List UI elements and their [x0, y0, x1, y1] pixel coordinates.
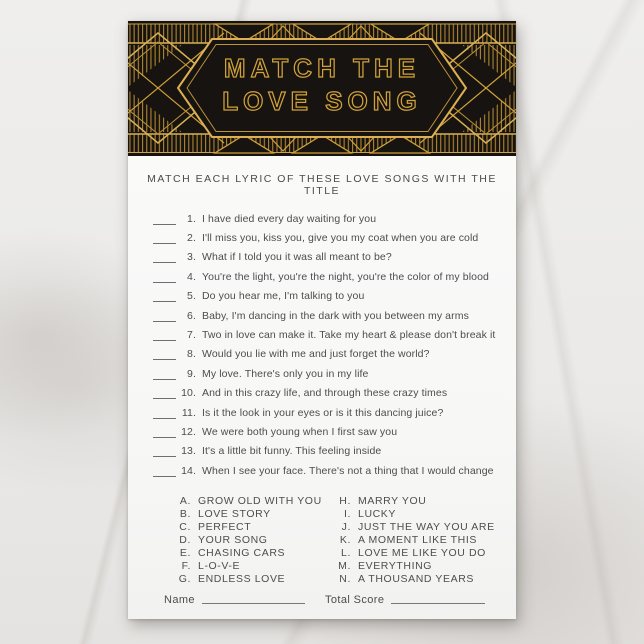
title-line-1: MATCH THE — [223, 53, 421, 83]
question-number: 10. — [181, 387, 196, 400]
question-text: It's a little bit funny. This feeling inside — [202, 445, 382, 458]
answer-letter: N. — [339, 572, 351, 585]
question-row — [153, 228, 516, 247]
answer-blank — [153, 329, 176, 341]
question-text: When I see your face. There's not a thing that I would change — [202, 464, 494, 477]
question-number: 13. — [181, 445, 196, 458]
answer-option — [177, 546, 337, 559]
answer-letter: A. — [179, 494, 191, 507]
answer-letter: B. — [179, 507, 191, 520]
name-write-in-line — [202, 603, 305, 604]
answer-blank — [153, 232, 176, 244]
total-score-write-in-line — [391, 603, 485, 604]
question-text: We were both young when I first saw you — [202, 425, 398, 438]
answer-title: PERFECT — [198, 520, 252, 533]
answer-blank — [153, 290, 176, 302]
answer-letter: G. — [178, 572, 191, 585]
answer-letter: F. — [181, 559, 191, 572]
question-row — [153, 306, 516, 325]
answer-option — [177, 559, 337, 572]
question-text: You're the light, you're the night, you're the color of my blood — [202, 270, 489, 283]
answer-title: CHASING CARS — [198, 546, 286, 559]
answer-title: LUCKY — [358, 507, 397, 520]
question-row — [153, 364, 516, 383]
answer-letter: E. — [179, 546, 191, 559]
answer-title: LOVE STORY — [198, 507, 271, 520]
question-row — [153, 442, 516, 461]
answer-title: A MOMENT LIKE THIS — [358, 533, 477, 546]
answer-letter: J. — [341, 520, 351, 533]
footer — [128, 594, 516, 606]
question-number: 12. — [181, 425, 196, 438]
answer-title: L-O-V-E — [198, 559, 241, 572]
answer-letter: C. — [179, 520, 191, 533]
question-number: 8. — [187, 348, 196, 361]
question-number: 5. — [187, 290, 196, 303]
question-row — [153, 248, 516, 267]
question-row — [153, 267, 516, 286]
answer-letter: K. — [339, 533, 351, 546]
answer-options — [128, 494, 516, 585]
question-text: And in this crazy life, and through these crazy times — [202, 387, 448, 400]
answer-title: A THOUSAND YEARS — [358, 572, 474, 585]
answer-option — [337, 520, 516, 533]
answer-blank — [153, 387, 176, 399]
answer-title: ENDLESS LOVE — [198, 572, 286, 585]
question-number: 11. — [181, 406, 196, 419]
question-row — [153, 325, 516, 344]
question-text: What if I told you it was all meant to be? — [202, 251, 392, 264]
question-text: My love. There's only you in my life — [202, 367, 369, 380]
answer-option — [337, 507, 516, 520]
question-text: Would you lie with me and just forget the world? — [202, 348, 430, 361]
question-number: 9. — [187, 367, 196, 380]
question-text: I have died every day waiting for you — [202, 212, 377, 225]
answers-left-column — [177, 494, 337, 585]
answers-right-column — [337, 494, 516, 585]
question-number: 14. — [181, 464, 196, 477]
question-text: Baby, I'm dancing in the dark with you between my arms — [202, 309, 469, 322]
question-row — [153, 422, 516, 441]
answer-option — [177, 494, 337, 507]
answer-option — [177, 572, 337, 585]
answer-blank — [153, 251, 176, 263]
answer-title: JUST THE WAY YOU ARE — [358, 520, 495, 533]
answer-blank — [153, 271, 176, 283]
answer-title: MARRY YOU — [358, 494, 427, 507]
question-number: 6. — [187, 309, 196, 322]
question-text: Is it the look in your eyes or is it this dancing juice? — [202, 406, 444, 419]
answer-blank — [153, 310, 176, 322]
title-line-2: LOVE SONG — [222, 86, 422, 116]
question-row — [153, 345, 516, 364]
answer-blank — [153, 213, 176, 225]
question-row — [153, 403, 516, 422]
answer-title: EVERYTHING — [358, 559, 433, 572]
question-number: 7. — [187, 329, 196, 342]
question-row — [153, 287, 516, 306]
answer-option — [177, 533, 337, 546]
answer-option — [177, 507, 337, 520]
answer-option — [337, 546, 516, 559]
answer-letter: L. — [341, 546, 351, 559]
question-number: 2. — [187, 232, 196, 245]
answer-blank — [153, 445, 176, 457]
answer-letter: I. — [343, 507, 351, 520]
name-label: Name — [164, 594, 195, 606]
card-header — [128, 21, 516, 156]
instruction-text: MATCH EACH LYRIC OF THESE LOVE SONGS WITH THE TITLE — [147, 173, 497, 197]
answer-letter: M. — [338, 559, 351, 572]
answer-title: GROW OLD WITH YOU — [198, 494, 322, 507]
game-card — [128, 21, 516, 619]
question-list — [128, 209, 516, 480]
question-number: 4. — [187, 270, 196, 283]
answer-option — [337, 494, 516, 507]
question-text: Do you hear me, I'm talking to you — [202, 290, 365, 303]
question-row — [153, 384, 516, 403]
answer-blank — [153, 368, 176, 380]
question-number: 1. — [187, 212, 196, 225]
answer-title: LOVE ME LIKE YOU DO — [358, 546, 486, 559]
question-row — [153, 461, 516, 480]
answer-option — [337, 572, 516, 585]
answer-letter: D. — [179, 533, 191, 546]
question-row — [153, 209, 516, 228]
answer-blank — [153, 426, 176, 438]
page-title — [128, 52, 516, 118]
question-text: Two in love can make it. Take my heart & please don't break it — [202, 329, 496, 342]
answer-option — [337, 533, 516, 546]
answer-blank — [153, 407, 176, 419]
answer-title: YOUR SONG — [198, 533, 268, 546]
answer-letter: H. — [339, 494, 351, 507]
question-text: I'll miss you, kiss you, give you my coat when you are cold — [202, 232, 479, 245]
answer-option — [177, 520, 337, 533]
answer-blank — [153, 348, 176, 360]
question-number: 3. — [187, 251, 196, 264]
total-score-label: Total Score — [324, 594, 385, 606]
answer-blank — [153, 465, 176, 477]
answer-option — [337, 559, 516, 572]
